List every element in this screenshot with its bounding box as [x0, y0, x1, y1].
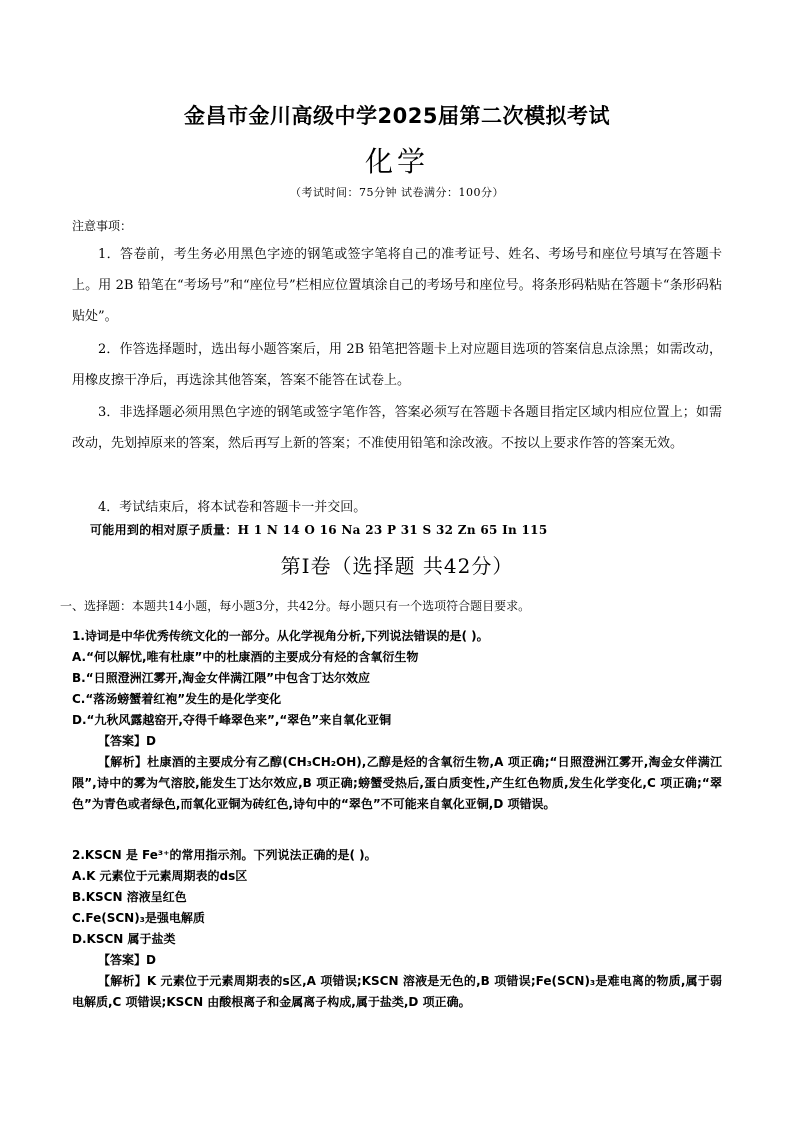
- question-stem: 2.KSCN 是 Fe³⁺的常用指示剂。下列说法正确的是( )。: [72, 848, 377, 862]
- notice-item: 2．作答选择题时，选出每小题答案后，用 2B 铅笔把答题卡上对应题目选项的答案信息点涂黑；如需改动，用橡皮擦干净后，再选涂其他答案，答案不能答在试卷上。: [72, 342, 722, 388]
- exam-info: （考试时间：75分钟 试卷满分：100分）: [290, 186, 504, 199]
- question-2: [72, 845, 722, 1013]
- explanation: 【解析】杜康酒的主要成分有乙醇(CH₃CH₂OH),乙醇是烃的含氧衍生物,A 项正确;“日照澄洲江雾开,淘金女伴满江隈”,诗中的雾为气溶胶,能发生丁达尔效应,B 项正确;螃蟹受热后,蛋白质变性,产生红色物质,发生化学变化,C 项正确;“翠色”为青色或者绿色,而氧化亚铜为砖红色,诗句中的“翠色”不可能来自氧化亚铜,D 项错误。: [72, 755, 722, 811]
- question-1: [72, 626, 722, 815]
- notice-item: 1．答卷前，考生务必用黑色字迹的钢笔或签字笔将自己的准考证号、姓名、考场号和座位号填写在答题卡上。用 2B 铅笔在“考场号”和“座位号”栏相应位置填涂自己的考场号和座位号。将条形码粘贴在答题卡“条形码粘贴处”。: [72, 247, 722, 324]
- option-b: B.KSCN 溶液呈红色: [72, 890, 187, 904]
- option-d: D.“九秋风露越窑开,夺得千峰翠色来”,“翠色”来自氧化亚铜: [72, 713, 392, 727]
- atomic-masses: 可能用到的相对原子质量：H 1 N 14 O 16 Na 23 P 31 S 32 Zn 65 In 115: [90, 523, 548, 537]
- option-c: C.Fe(SCN)₃是强电解质: [72, 911, 205, 925]
- notice-item: 3．非选择题必须用黑色字迹的钢笔或签字笔作答，答案必须写在答题卡各题目指定区域内相应位置上；如需改动，先划掉原来的答案，然后再写上新的答案；不准使用铅笔和涂改液。不按以上要求作答的答案无效。: [72, 405, 722, 451]
- notice-heading: 注意事项：: [72, 219, 133, 233]
- option-b: B.“日照澄洲江雾开,淘金女伴满江隈”中包含丁达尔效应: [72, 671, 371, 685]
- option-c: C.“落汤螃蟹着红袍”发生的是化学变化: [72, 692, 282, 706]
- subject-title: 化学: [364, 145, 429, 178]
- option-a: A.“何以解忧,唯有杜康”中的杜康酒的主要成分有烃的含氧衍生物: [72, 650, 419, 664]
- option-d: D.KSCN 属于盐类: [72, 932, 176, 946]
- notice-item: 4．考试结束后，将本试卷和答题卡一并交回。: [98, 500, 367, 515]
- question-stem: 1.诗词是中华优秀传统文化的一部分。从化学视角分析,下列说法错误的是( )。: [72, 629, 489, 643]
- volume-title: 第Ⅰ卷（选择题 共42分）: [280, 554, 514, 578]
- answer: 【答案】D: [98, 734, 156, 748]
- option-a: A.K 元素位于元素周期表的ds区: [72, 869, 248, 883]
- explanation: 【解析】K 元素位于元素周期表的s区,A 项错误;KSCN 溶液是无色的,B 项错误;Fe(SCN)₃是难电离的物质,属于弱电解质,C 项错误;KSCN 由酸根离子和金属离子构成,属于盐类,D 项正确。: [72, 974, 722, 1009]
- section-heading: 一、选择题：本题共14小题，每小题3分，共42分。每小题只有一个选项符合题目要求。: [60, 599, 531, 613]
- answer: 【答案】D: [98, 953, 156, 967]
- exam-title: 金昌市金川高级中学2025届第二次模拟考试: [184, 104, 610, 128]
